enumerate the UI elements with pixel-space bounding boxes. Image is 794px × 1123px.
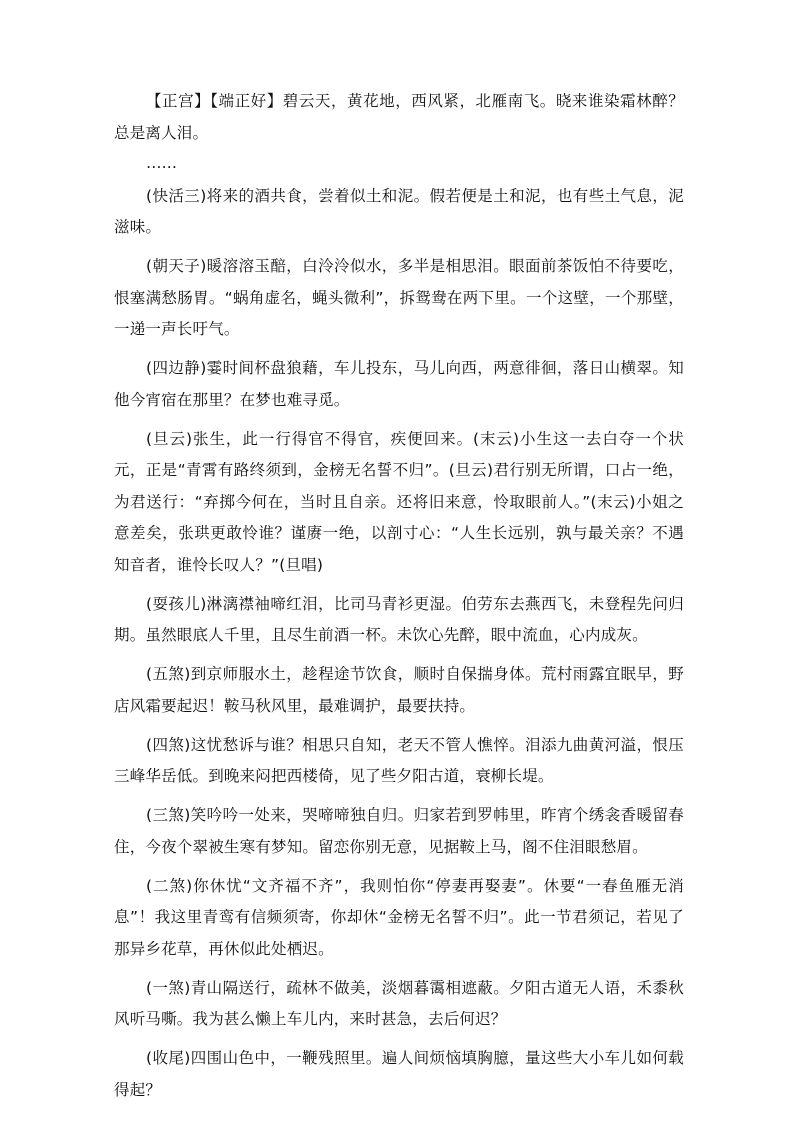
- paragraph-yi-sha: (一煞)青山隔送行，疏林不做美，淡烟暮霭相遮蔽。夕阳古道无人语，禾黍秋风听马嘶。我为甚么懒上车儿内，来时甚急，去后何迟？: [114, 978, 684, 1028]
- paragraph-chao-tian-zi: (朝天子)暖溶溶玉醅，白泠泠似水，多半是相思泪。眼面前茶饭怕不待要吃，恨塞满愁肠胃。“蜗角虚名，蝇头微利”，拆鸳鸯在两下里。一个这壁，一个那壁，一递一声长吁气。: [114, 257, 684, 338]
- paragraph-si-sha: (四煞)这忧愁诉与谁？相思只自知，老天不管人憔悴。泪添九曲黄河溢，恨压三峰华岳低。到晚来闷把西楼倚，见了些夕阳古道，衰柳长堤。: [114, 735, 684, 785]
- paragraph-intro: 【正宫】【端正好】碧云天，黄花地，西风紧，北雁南飞。晓来谁染霜林醉？总是离人泪。: [114, 92, 684, 142]
- paragraph-er-sha: (二煞)你休忧“文齐福不齐”，我则怕你“停妻再娶妻”。休要“一春鱼雁无消息”！我这里青鸾有信频须寄，你却休“金榜无名誓不归”。此一节君须记，若见了那异乡花草，再休似此处栖迟。: [114, 876, 684, 958]
- paragraph-shua-hai-er: (耍孩儿)淋漓襟袖啼红泪，比司马青衫更湿。伯劳东去燕西飞，未登程先问归期。虽然眼底人千里，且尽生前酒一杯。未饮心先醉，眼中流血，心内成灰。: [114, 594, 684, 644]
- paragraph-shou-wei: (收尾)四围山色中，一鞭残照里。遍人间烦恼填胸臆，量这些大小车儿如何载得起？: [114, 1049, 684, 1099]
- paragraph-san-sha: (三煞)笑吟吟一处来，哭啼啼独自归。归家若到罗帏里，昨宵个绣衾香暖留春住，今夜个翠被生寒有梦知。留恋你别无意，见据鞍上马，阁不住泪眼愁眉。: [114, 806, 684, 856]
- ellipsis: ……: [146, 153, 177, 172]
- paragraph-si-bian-jing: (四边静)霎时间杯盘狼藉，车儿投东，马儿向西，两意徘徊，落日山横翠。知他今宵宿在那里？在梦也难寻觅。: [114, 359, 684, 409]
- paragraph-dialogue: (旦云)张生，此一行得官不得官，疾便回来。(末云)小生这一去白夺一个状元，正是“青霄有路终须到，金榜无名誓不归”。(旦云)君行别无所谓，口占一绝，为君送行：“弃掷今何在，当时且自亲。还将旧来意，怜取眼前人。”(末云)小姐之意差矣，张珙更敢怜谁？谨赓一绝，以剖寸心：“人生长远别，孰与最关亲？不遇知音者，谁怜长叹人？”(旦唱): [114, 429, 684, 574]
- paragraph-kuai-huo-san: (快活三)将来的酒共食，尝着似土和泥。假若便是土和泥，也有些土气息，泥滋味。: [114, 186, 684, 236]
- paragraph-wu-sha: (五煞)到京师服水土，趁程途节饮食，顺时自保揣身体。荒村雨露宜眠早，野店风霜要起迟！鞍马秋风里，最难调护，最要扶持。: [114, 665, 684, 715]
- document-body: [114, 86, 684, 1114]
